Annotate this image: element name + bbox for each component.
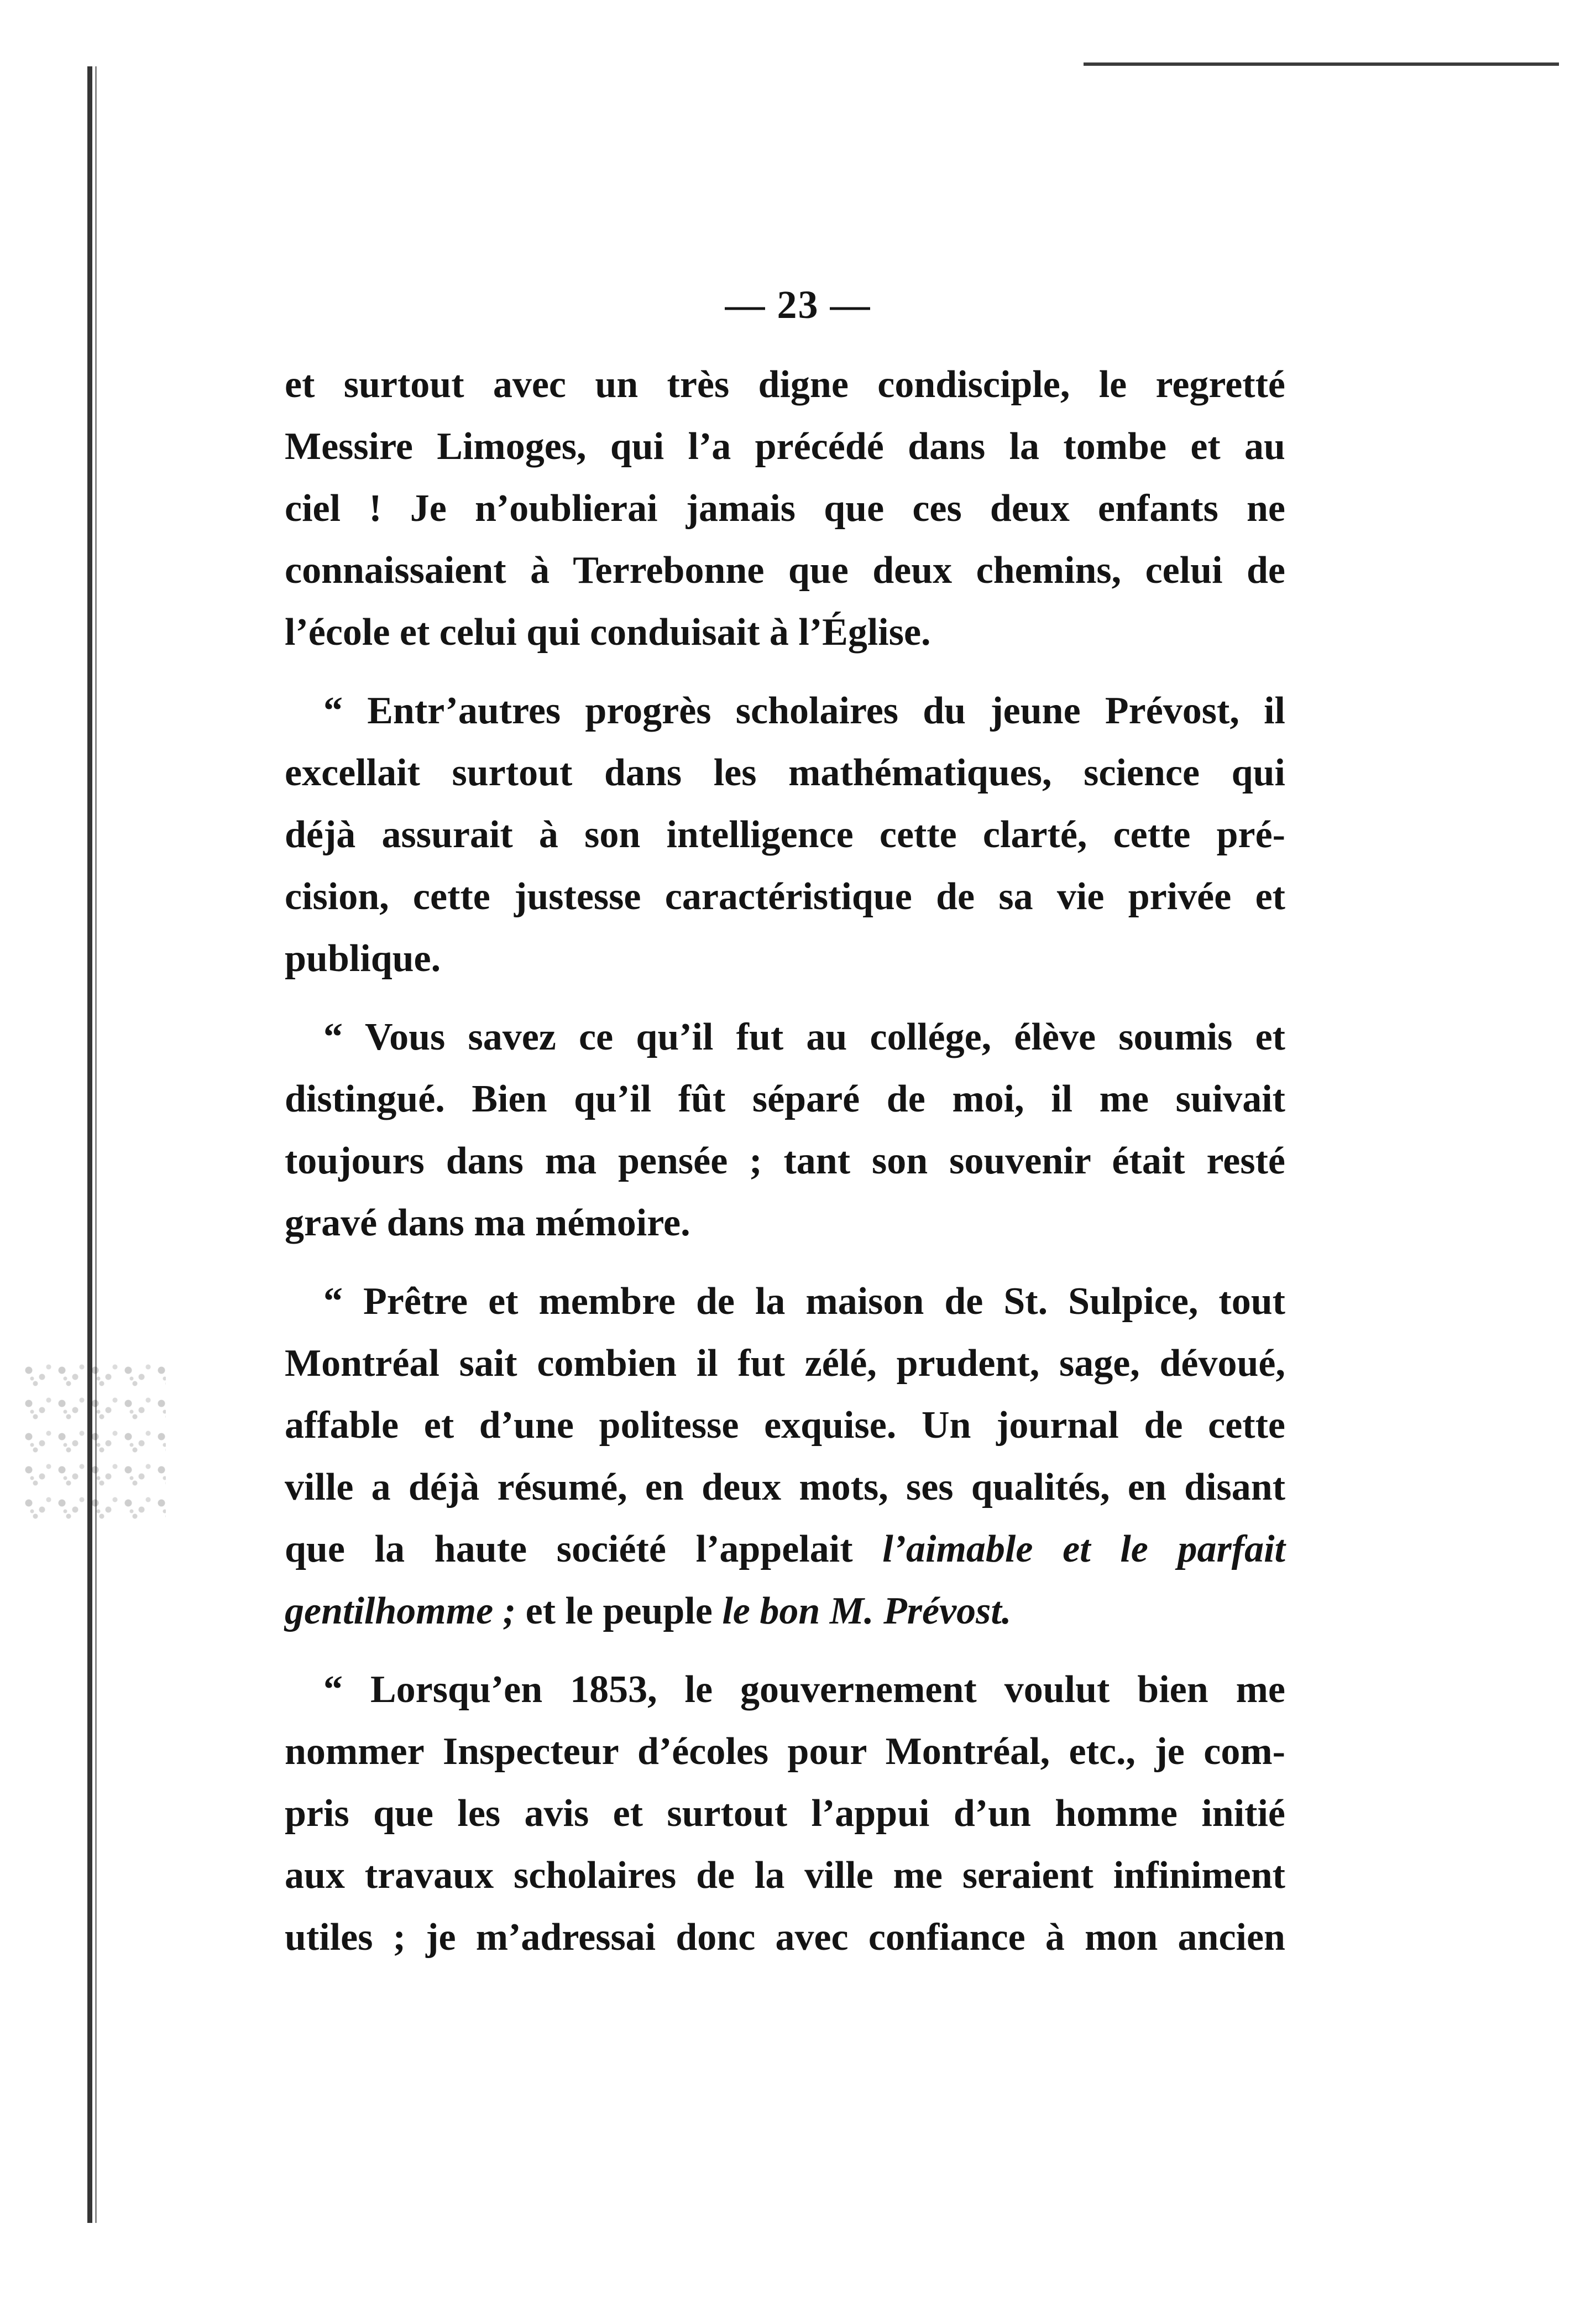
text-line: excellait surtout dans les mathématiques, science qui: [285, 751, 1285, 794]
text-line: “ Vous savez ce qu’il fut au collége, élève soumis et: [323, 1016, 1285, 1058]
italic-quote: le bon M. Prévost.: [722, 1590, 1012, 1632]
text-line: distingué. Bien qu’il fût séparé de moi, il me suivait: [285, 1078, 1285, 1120]
text-line: “ Prêtre et membre de la maison de St. Sulpice, tout: [323, 1280, 1285, 1323]
text-line: toujours dans ma pensée ; tant son souvenir était resté: [285, 1140, 1285, 1182]
text-line: Messire Limoges, qui l’a précédé dans la tombe et au: [285, 425, 1285, 468]
paragraph-5: [285, 1659, 1285, 1969]
text-line: “ Entr’autres progrès scholaires du jeune Prévost, il: [323, 690, 1285, 732]
binding-shadow-line: [87, 66, 92, 2223]
text-line: utiles ; je m’adressai donc avec confiance à mon ancien: [285, 1916, 1285, 1959]
text-span: et le peuple: [516, 1590, 723, 1632]
scan-speckle: [22, 1360, 166, 1526]
text-line: déjà assurait à son intelligence cette clarté, cette pré-: [285, 813, 1285, 856]
text-line: cision, cette justesse caractéristique de sa vie privée et: [285, 875, 1285, 918]
text-line-with-italic: [285, 1580, 1285, 1642]
text-line: ville a déjà résumé, en deux mots, ses qualités, en disant: [285, 1466, 1285, 1508]
text-line: connaissaient à Terrebonne que deux chemins, celui de: [285, 549, 1285, 592]
text-line: ciel ! Je n’oublierai jamais que ces deux enfants ne: [285, 487, 1285, 530]
paragraph-2: [285, 680, 1285, 990]
binding-shadow-line-secondary: [95, 66, 97, 2223]
text-line: “ Lorsqu’en 1853, le gouvernement voulut bien me: [323, 1668, 1285, 1711]
text-line: l’école et celui qui conduisait à l’Église.: [285, 611, 931, 654]
text-line-with-italic: [285, 1518, 1285, 1580]
italic-quote: l’aimable et le parfait: [882, 1528, 1285, 1570]
text-line: Montréal sait combien il fut zélé, prudent, sage, dévoué,: [285, 1342, 1285, 1385]
text-line: pris que les avis et surtout l’appui d’un homme initié: [285, 1792, 1285, 1835]
text-line: publique.: [285, 937, 441, 980]
text-line: nommer Inspecteur d’écoles pour Montréal, etc., je com-: [285, 1730, 1285, 1773]
text-line: aux travaux scholaires de la ville me seraient infiniment: [285, 1854, 1285, 1897]
text-line: affable et d’une politesse exquise. Un journal de cette: [285, 1404, 1285, 1447]
paragraph-1: [285, 354, 1285, 664]
scan-edge-rule: [1084, 62, 1559, 66]
paragraph-4: [285, 1271, 1285, 1642]
text-line: et surtout avec un très digne condisciple, le regretté: [285, 363, 1285, 406]
page-number: — 23 —: [725, 283, 871, 327]
paragraph-3: [285, 1006, 1285, 1254]
body-text: [285, 354, 1285, 1985]
text-line: gravé dans ma mémoire.: [285, 1202, 690, 1244]
text-span: que la haute société l’appelait: [285, 1528, 883, 1570]
italic-quote: gentilhomme ;: [285, 1590, 516, 1632]
